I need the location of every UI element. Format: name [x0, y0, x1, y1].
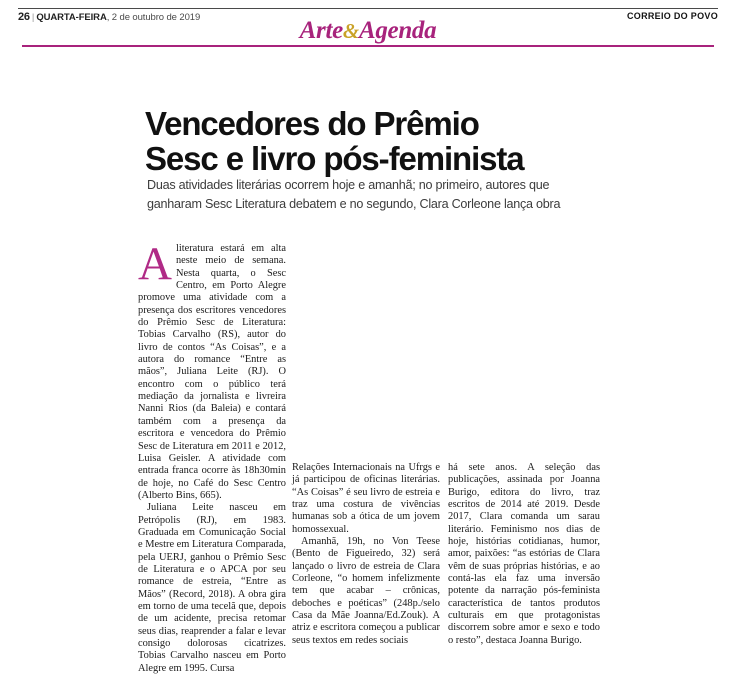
- section-logo-agenda: Agenda: [358, 17, 437, 44]
- section-logo-arte: Arte: [299, 17, 343, 44]
- masthead-top-rule: [18, 8, 718, 9]
- page-number: 26: [18, 11, 30, 23]
- newspaper-name: CORREIO DO POVO: [626, 11, 718, 21]
- folio-date: , 2 de outubro de 2019: [106, 12, 201, 23]
- standfirst: [147, 176, 627, 213]
- paragraph-text: literatura estará em alta neste meio de semana. Nesta quarta, o Sesc Centro, em Porto Alegre promove uma atividade com a presença dos escritores vencedores do Prêmio Sesc de Literatura: Tobias Carvalho (RS), autor do livro de contos “As Coisas”, e a autora do romance “Entre as mãos”, Juliana Leite (RJ). O encontro com o público terá mediação da jornalista e livreira Nanni Rios (da Baleia) e contará também com a presença da escritora e vencedora do Prêmio Sesc de Literatura em 2011 e 2012, Luisa Geisler. A atividade com entrada franca ocorre às 18h30min de hoje, no Café do Sesc Centro (Alberto Bins, 665).: [138, 243, 286, 501]
- article-column-2: [292, 462, 440, 647]
- standfirst-line-1: Duas atividades literárias ocorrem hoje e amanhã; no primeiro, autores que: [147, 178, 550, 192]
- article-column-1: [138, 238, 287, 675]
- masthead: [0, 0, 736, 52]
- article-paragraph: [138, 238, 286, 502]
- page-title: [145, 106, 645, 176]
- ampersand-glyph: &: [342, 19, 359, 43]
- article-paragraph: há sete anos. A seleção das publicações, assinada por Joanna Burigo, editora do livro, traz escritos de 2014 até 2019. Desde 2017, Clara comanda um sarau literário. Feminismo nos dias de hoje, histórias cotidianas, humor, amor, paixões: “as estórias de Clara vêm de suas próprias histórias, e ao contá-las ela faz uma inversão potente da narração pós-feminista característica de tantos produtos culturais em que protagonistas discorrem sobre amor e sexo e todo o resto”, destaca Joanna Burigo.: [448, 462, 600, 646]
- masthead-bottom-rule: [22, 45, 714, 47]
- article-paragraph: Relações Internacionais na Ufrgs e já participou de oficinas literárias. “As Coisas” é seu livro de estreia e traz uma costura de vivências humanas sob a ótica de um jovem homossexual.: [292, 462, 440, 535]
- article-paragraph: Juliana Leite nasceu em Petrópolis (RJ), em 1983. Graduada em Comunicação Social e Mestre em Literatura Comparada, pela UERJ, ganhou o Prêmio Sesc de Literatura e o APCA por seu romance de estreia, “Entre as Mãos” (Record, 2018). A obra gira em torno de uma tecelã que, depois de um acidente, precisa retomar seus dias, reaprender a falar e levar consigo dolorosas cicatrizes. Tobias Carvalho nasceu em Porto Alegre em 1995. Cursa: [138, 502, 287, 674]
- standfirst-line-2: ganharam Sesc Literatura debatem e no segundo, Clara Corleone lança obra: [147, 196, 561, 211]
- article-column-3: [448, 462, 600, 647]
- article-paragraph: Amanhã, 19h, no Von Teese (Bento de Figueiredo, 32) será lançado o livro de estreia de Clara Corleone, “o homem infelizmente tem que acabar – crônicas, deboches e poéticas” (248p./selo Casa da Mãe Joanna/Ed.Zouk). A atriz e escritora começou a publicar seus textos em redes sociais: [292, 536, 440, 646]
- section-logo: [0, 17, 736, 45]
- folio-weekday: QUARTA-FEIRA: [36, 12, 107, 23]
- folio-separator: |: [31, 12, 35, 23]
- headline-line-1: Vencedores do Prêmio: [145, 105, 479, 143]
- headline-line-2: Sesc e livro pós-feminista: [145, 140, 524, 178]
- drop-cap: A: [138, 238, 172, 290]
